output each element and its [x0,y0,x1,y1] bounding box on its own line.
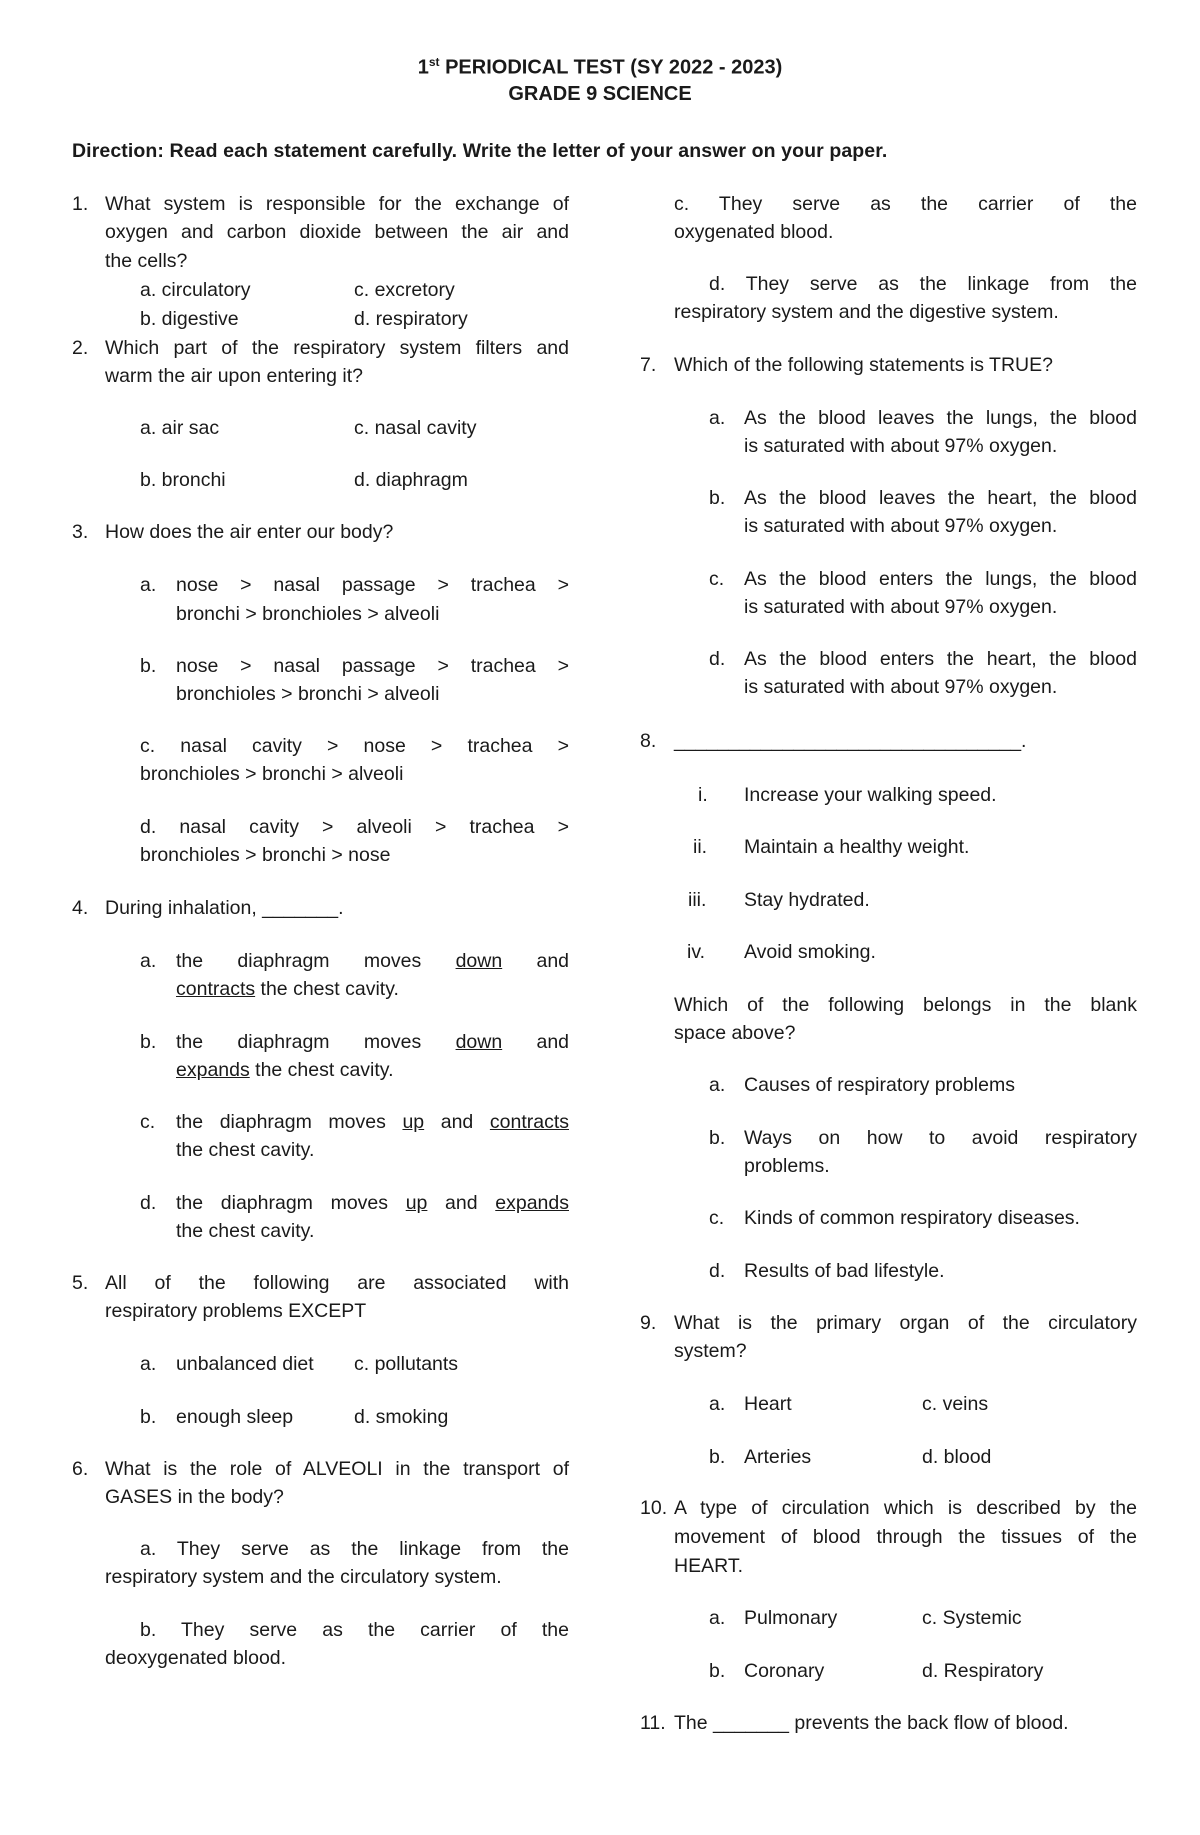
question-text: space above? [674,1022,796,1044]
question-text: During inhalation, _______. [105,897,344,919]
choice-a: Pulmonary [744,1607,838,1629]
question-text: Which part of the respiratory system filters and [105,337,569,359]
list-number: iii. [688,889,707,911]
list-item: Increase your walking speed. [744,784,997,806]
choice-c: c. pollutants [354,1353,459,1375]
choice-b: deoxygenated blood. [105,1647,287,1669]
choice-b: Ways on how to avoid respiratory [744,1127,1137,1149]
choice-letter: b. [140,1406,157,1428]
choice-b: is saturated with about 97% oxygen. [744,515,1058,537]
choice-d: d. Respiratory [922,1660,1044,1682]
choice-d: Results of bad lifestyle. [744,1260,945,1282]
question-number: 6. [72,1458,89,1480]
choice-b: b. digestive [140,308,239,330]
question-number: 1. [72,193,89,215]
direction-text: Direction: Read each statement carefully. Write the letter of your answer on your paper. [72,140,888,162]
question-number: 11. [640,1712,666,1734]
question-number: 7. [640,354,657,376]
choice-c: c. nasal cavity [354,417,477,439]
question-number: 3. [72,521,89,543]
choice-d: d. respiratory [354,308,468,330]
question-number: 9. [640,1312,657,1334]
choice-letter: a. [709,1607,726,1629]
choice-b: Arteries [744,1446,812,1468]
choice-a: a. air sac [140,417,220,439]
choice-letter: b. [709,1660,726,1682]
list-number: ii. [693,836,708,858]
choice-c: Kinds of common respiratory diseases. [744,1207,1080,1229]
question-text: the cells? [105,250,188,272]
choice-c: c. excretory [354,279,455,301]
choice-b: Coronary [744,1660,825,1682]
question-text: All of the following are associated with [105,1272,569,1294]
list-number: iv. [687,941,706,963]
page-subtitle: GRADE 9 SCIENCE [508,83,692,105]
question-number: 8. [640,730,657,752]
choice-b: problems. [744,1155,830,1177]
choice-b: As the blood leaves the heart, the blood [744,487,1137,509]
question-text: Which of the following statements is TRUE? [674,354,1053,376]
question-text: system? [674,1340,747,1362]
choice-a: unbalanced diet [176,1353,314,1375]
question-number: 4. [72,897,89,919]
question-number: 10. [640,1497,668,1519]
choice-c: c. veins [922,1393,989,1415]
choice-b: expands the chest cavity. [176,1059,394,1081]
list-item: Maintain a healthy weight. [744,836,970,858]
question-text: GASES in the body? [105,1486,284,1508]
choice-a: a. They serve as the linkage from the [140,1538,569,1560]
choice-letter: a. [140,950,157,972]
question-text: The _______ prevents the back flow of blood. [674,1712,1069,1734]
choice-d: As the blood enters the heart, the blood [744,648,1137,670]
question-text: What is the primary organ of the circulatory [674,1312,1137,1334]
choice-a: contracts the chest cavity. [176,978,399,1000]
question-text: warm the air upon entering it? [105,365,363,387]
choice-d: d. diaphragm [354,469,468,491]
choice-c: the chest cavity. [176,1139,315,1161]
question-blank: ________________________________. [674,730,1027,752]
choice-letter: b. [709,1446,726,1468]
choice-letter: a. [140,574,157,596]
question-text: A type of circulation which is described by the [674,1497,1137,1519]
choice-d: d. blood [922,1446,992,1468]
choice-d: bronchioles > bronchi > nose [140,844,391,866]
list-item: Stay hydrated. [744,889,870,911]
choice-b: bronchioles > bronchi > alveoli [176,683,440,705]
choice-a: the diaphragm moves down and [176,950,570,972]
choice-letter: b. [709,1127,726,1149]
choice-c: bronchioles > bronchi > alveoli [140,763,404,785]
choice-letter: b. [140,1031,157,1053]
choice-a: As the blood leaves the lungs, the blood [744,407,1137,429]
choice-letter: c. [709,1207,725,1229]
choice-a: a. circulatory [140,279,251,301]
choice-c: is saturated with about 97% oxygen. [744,596,1058,618]
choice-letter: c. [140,1111,156,1133]
choice-a: is saturated with about 97% oxygen. [744,435,1058,457]
question-text: What is the role of ALVEOLI in the transport of [105,1458,569,1480]
choice-a: bronchi > bronchioles > alveoli [176,603,440,625]
question-number: 2. [72,337,89,359]
choice-a: respiratory system and the circulatory system. [105,1566,502,1588]
choice-d: the diaphragm moves up and expands [176,1192,569,1214]
question-text: oxygen and carbon dioxide between the air and [105,221,569,243]
choice-d: respiratory system and the digestive system. [674,301,1059,323]
choice-letter: d. [709,648,726,670]
question-text: movement of blood through the tissues of the [674,1526,1137,1548]
choice-b: enough sleep [176,1406,294,1428]
choice-letter: b. [709,487,726,509]
choice-c: c. nasal cavity > nose > trachea > [140,735,569,757]
choice-letter: d. [709,1260,726,1282]
question-text: HEART. [674,1555,743,1577]
choice-c: the diaphragm moves up and contracts [176,1111,569,1133]
question-text: Which of the following belongs in the blank [674,994,1137,1016]
choice-b: the diaphragm moves down and [176,1031,570,1053]
choice-d: d. They serve as the linkage from the [709,273,1137,295]
question-number: 5. [72,1272,89,1294]
choice-a: nose > nasal passage > trachea > [176,574,569,596]
list-item: Avoid smoking. [744,941,876,963]
choice-letter: a. [709,1393,726,1415]
choice-c: oxygenated blood. [674,221,834,243]
choice-c: c. They serve as the carrier of the [674,193,1137,215]
page-title: 1st PERIODICAL TEST (SY 2022 - 2023) [417,55,783,79]
choice-a: Heart [744,1393,792,1415]
choice-d: d. nasal cavity > alveoli > trachea > [140,816,569,838]
choice-letter: b. [140,655,157,677]
choice-letter: a. [140,1353,157,1375]
choice-b: nose > nasal passage > trachea > [176,655,569,677]
choice-c: c. Systemic [922,1607,1022,1629]
choice-letter: a. [709,1074,726,1096]
question-text: What system is responsible for the exchange of [105,193,569,215]
choice-c: As the blood enters the lungs, the blood [744,568,1137,590]
choice-b: b. bronchi [140,469,226,491]
choice-b: b. They serve as the carrier of the [140,1619,569,1641]
choice-d: d. smoking [354,1406,449,1428]
choice-d: is saturated with about 97% oxygen. [744,676,1058,698]
question-text: How does the air enter our body? [105,521,394,543]
list-number: i. [698,784,708,806]
choice-d: the chest cavity. [176,1220,315,1242]
choice-letter: d. [140,1192,157,1214]
choice-letter: c. [709,568,725,590]
choice-a: Causes of respiratory problems [744,1074,1015,1096]
choice-letter: a. [709,407,726,429]
question-text: respiratory problems EXCEPT [105,1300,367,1322]
